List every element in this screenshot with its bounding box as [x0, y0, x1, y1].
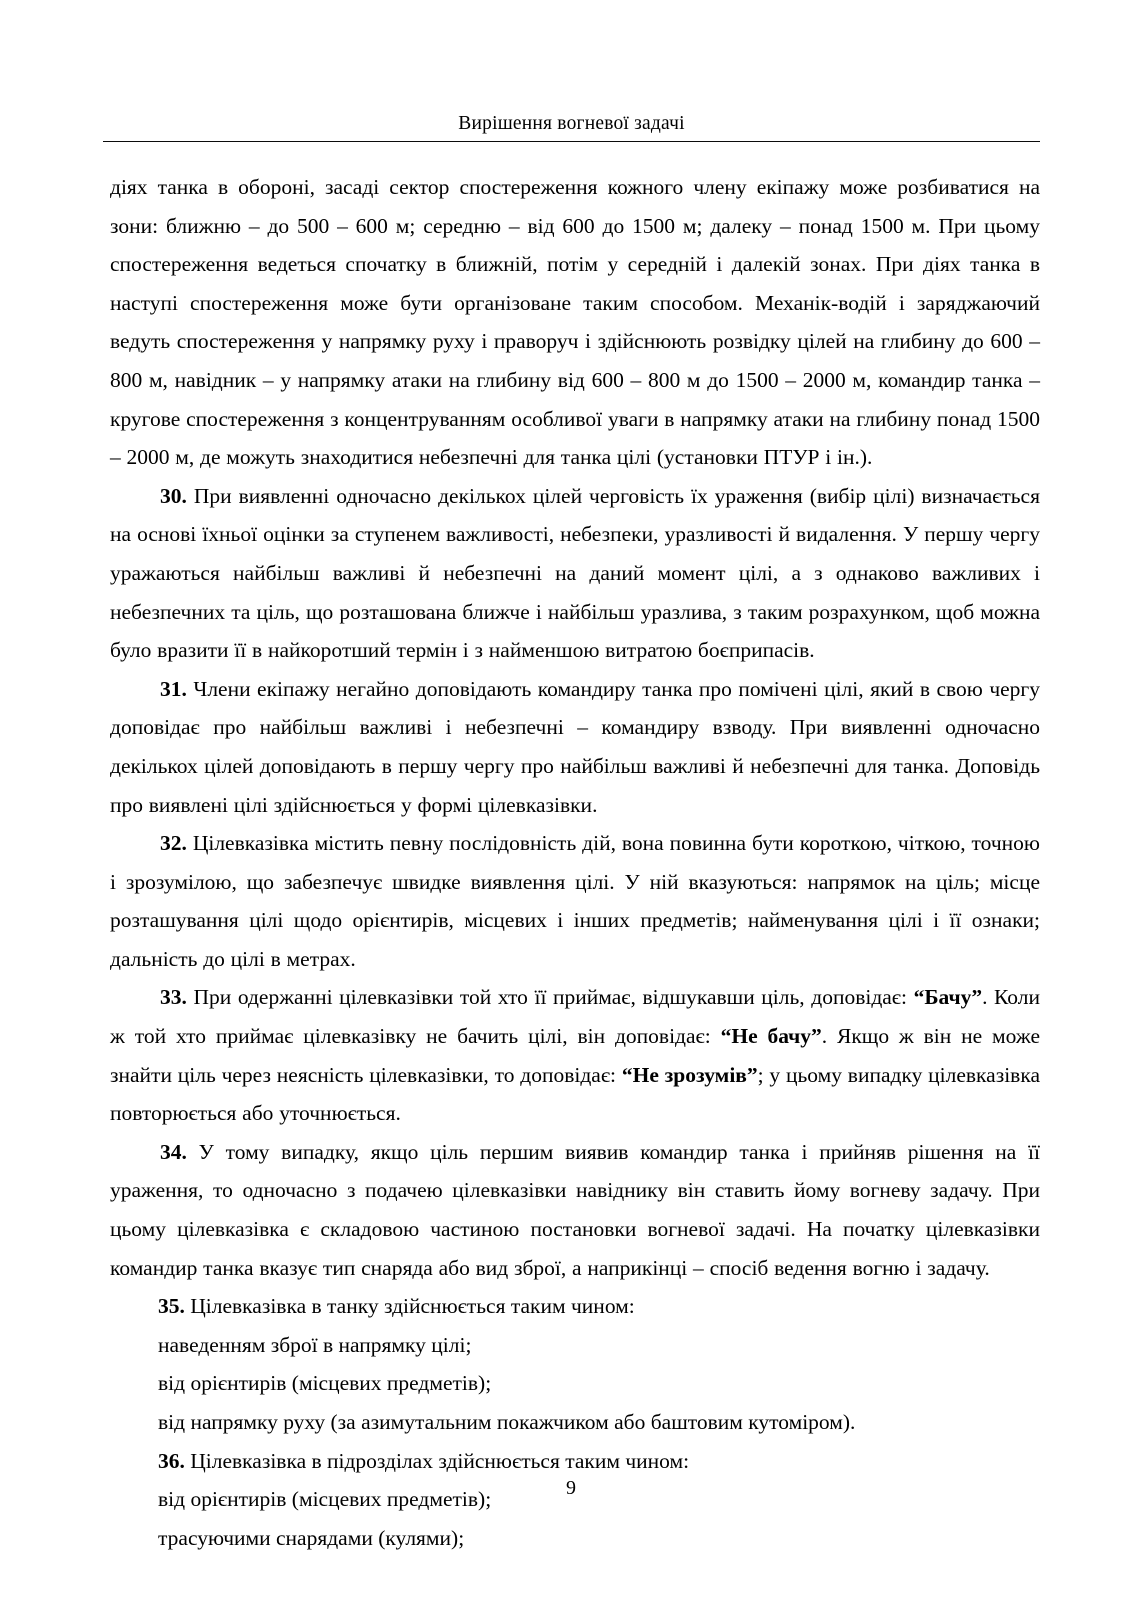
item-number-36: 36. [158, 1448, 191, 1473]
list-item: трасуючими снарядами (кулями); [158, 1525, 465, 1550]
header-divider [103, 141, 1040, 142]
item-number-33: 33. [160, 985, 194, 1010]
item-text-33-part-4: ; у цьому випадку цілевказівка повторюється або уточнюється. [110, 1062, 1040, 1126]
item-text-32: Цілевказівка містить певну послідовність дій, вона повинна бути короткою, чіткою, точною і зрозумілою, що забезпечує швидке виявлення цілі. У ній вказуються: напрямок на ціль; місце розташування цілі щодо орієнтирів, місцевих і інших предметів; найменування цілі і її ознаки; дальність до цілі в метрах. [110, 831, 1040, 971]
quote-ne-bachu: “Не бачу” [720, 1024, 822, 1049]
item-lead-36: Цілевказівка в підрозділах здійснюється таким чином: [190, 1448, 690, 1473]
page-body [110, 168, 1040, 1557]
running-header-title: Вирішення вогневої задачі [458, 113, 685, 134]
paragraph-item-33 [110, 978, 1040, 1132]
paragraph-continued: діях танка в обороні, засаді сектор спостереження кожного члену екіпажу може розбиватися на зони: ближню – до 500 – 600 м; середню – від 600 до 1500 м; далеку – понад 1500 м. При цьому спостереження ведеться спочатку в ближній, потім у середній і далекій зонах. При діях танка в наступі спостереження може бути організоване таким способом. Механік-водій і заряджаючий ведуть спостереження у напрямку руху і праворуч і здійснюють розвідку цілей на глибину до 600 – 800 м, навідник – у напрямку атаки на глибину від 600 – 800 м до 1500 – 2000 м, командир танка – кругове спостереження з концентруванням особливої уваги в напрямку атаки на глибину понад 1500 – 2000 м, де можуть знаходитися небезпечні для танка цілі (установки ПТУР і ін.). [110, 175, 1040, 470]
item-text-30: При виявленні одночасно декількох цілей черговість їх ураження (вибір цілі) визначається на основі їхньої оцінки за ступенем важливості, небезпеки, уразливості й видалення. У першу чергу уражаються найбільш важливі й небезпечні на даний момент цілі, а з однаково важливих і небезпечних та ціль, що розташована ближче і найбільш уразлива, з таким розрахунком, щоб можна було вразити її в найкоротший термін і з найменшою витратою боєприпасів. [110, 483, 1040, 663]
item-text-31: Члени екіпажу негайно доповідають командиру танка про помічені цілі, який в свою чергу доповідає про найбільш важливі і небезпечні – командиру взводу. При виявленні одночасно декількох цілей доповідають в першу чергу про найбільш важливі й небезпечні для танка. Доповідь про виявлені цілі здійснюється у формі цілевказівки. [110, 676, 1040, 817]
list-item: наведенням зброї в напрямку цілі; [158, 1332, 472, 1357]
quote-ne-zrozumiv: “Не зрозумів” [621, 1062, 758, 1087]
running-header [103, 112, 1040, 150]
item-text-33-part-3: . Якщо ж він не може знайти ціль через неясність цілевказівки, то доповідає: [110, 1024, 1040, 1087]
item-number-31: 31. [160, 676, 194, 701]
list-item: від орієнтирів (місцевих предметів); [158, 1371, 492, 1396]
item-number-30: 30. [160, 483, 194, 508]
item-number-34: 34. [160, 1139, 199, 1164]
paragraph-item-34 [110, 1133, 1040, 1287]
item-number-32: 32. [160, 831, 193, 856]
item-lead-35: Цілевказівка в танку здійснюється таким чином: [190, 1294, 635, 1319]
list-item: від напрямку руху (за азимутальним покажчиком або баштовим кутоміром). [158, 1410, 856, 1434]
page-number: 9 [566, 1477, 576, 1499]
paragraph-item-31 [110, 670, 1040, 824]
item-text-33-part-2: . Коли ж той хто приймає цілевказівку не бачить цілі, він доповідає: [110, 985, 1041, 1049]
paragraph-item-32 [110, 824, 1040, 978]
item-text-33-part-1: При одержанні цілевказівки той хто її приймає, відшукавши ціль, доповідає: [193, 985, 914, 1010]
item-number-35: 35. [158, 1294, 191, 1319]
item-text-34: У тому випадку, якщо ціль першим виявив командир танка і прийняв рішення на її ураження, то одночасно з подачею цілевказівки навіднику він ставить йому вогневу задачу. При цьому цілевказівка є складовою частиною постановки вогневої задачі. На початку цілевказівки командир танка вказує тип снаряда або вид зброї, а наприкінці – спосіб ведення вогню і задачу. [110, 1139, 1040, 1280]
paragraph-item-35 [110, 1287, 1040, 1326]
paragraph-item-30 [110, 477, 1040, 670]
paragraph-item-36 [110, 1442, 1040, 1481]
list-item: від орієнтирів (місцевих предметів); [158, 1487, 492, 1512]
quote-bachu: “Бачу” [913, 985, 983, 1010]
